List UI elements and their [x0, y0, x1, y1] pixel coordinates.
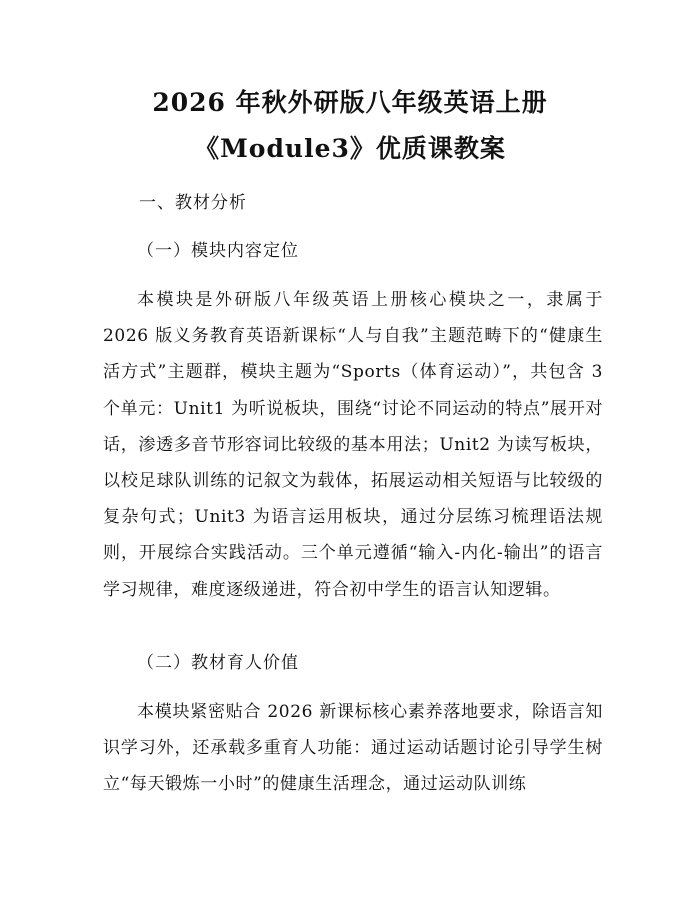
paragraph-educational-value: 本模块紧密贴合 2026 新课标核心素养落地要求，除语言知识学习外，还承载多重育人功能：通过运动话题讨论引导学生树立“每天锻炼一小时”的健康生活理念，通过运动队训练: [103, 702, 603, 795]
section-heading-textbook-analysis: 一、教材分析: [139, 193, 247, 213]
document-title-line-1: 2026 年秋外研版八年级英语上册: [152, 88, 548, 117]
paragraph-module-positioning: 本模块是外研版八年级英语上册核心模块之一，隶属于 2026 版义务教育英语新课标“人与自我”主题范畴下的“健康生活方式”主题群，模块主题为“Sports（体育运动）”，共包含 3 个单元：Unit1 为听说板块，围绕“讨论不同运动的特点”展开对话，渗透多音节形容词比较级的基本用法；Unit2 为读写板块，以校足球队训练的记叙文为载体，拓展运动相关短语与比较级的复杂句式；Unit3 为语言运用板块，通过分层练习梳理语法规则，开展综合实践活动。三个单元遵循“输入-内化-输出”的语言学习规律，难度逐级递进，符合初中学生的语言认知逻辑。: [103, 290, 603, 600]
subsection-heading-module-positioning: （一）模块内容定位: [137, 241, 299, 261]
document-title-line-2: 《Module3》优质课教案: [194, 134, 506, 163]
subsection-heading-educational-value: （二）教材育人价值: [137, 653, 299, 673]
